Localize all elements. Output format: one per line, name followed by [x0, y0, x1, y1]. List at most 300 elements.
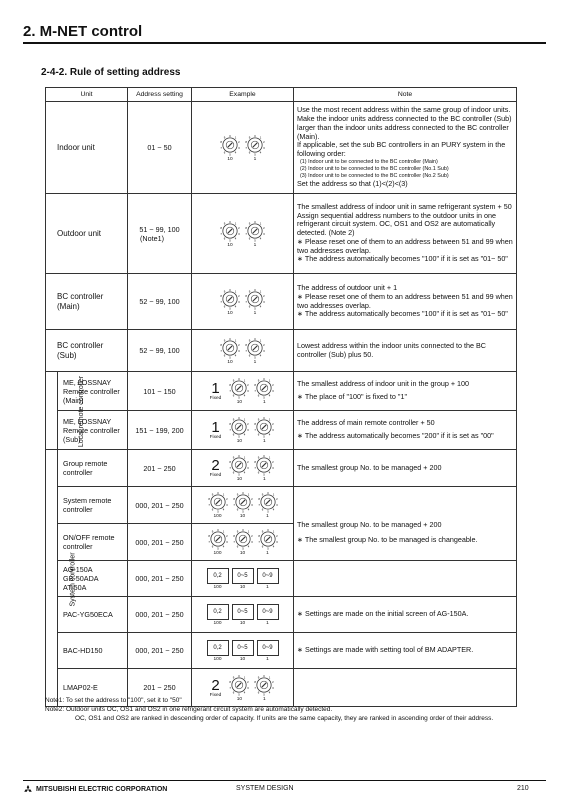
svg-text:6: 6 [261, 508, 263, 512]
svg-text:0: 0 [238, 377, 241, 381]
example-rc-sub [192, 411, 294, 450]
svg-text:1: 1 [259, 136, 262, 140]
example-bac [192, 633, 294, 669]
svg-text:8: 8 [245, 343, 247, 347]
svg-text:2: 2 [238, 294, 240, 298]
svg-text:7: 7 [257, 504, 260, 508]
svg-text:8: 8 [232, 498, 235, 502]
footnotes [45, 697, 525, 723]
svg-text:3: 3 [272, 467, 275, 471]
svg-text:3: 3 [250, 541, 253, 545]
svg-text:9: 9 [236, 493, 238, 497]
page-number: 210 [517, 785, 529, 792]
svg-text:4: 4 [272, 508, 274, 512]
svg-text:0: 0 [254, 337, 256, 341]
svg-text:8: 8 [254, 423, 257, 427]
example-outdoor [192, 194, 294, 274]
svg-text:6: 6 [258, 471, 260, 475]
svg-text:8: 8 [232, 535, 235, 539]
svg-text:2: 2 [263, 343, 265, 347]
note-rc-main: The smallest address of indoor unit in the group + 100 ∗ The place of "100" is fixed to "1" [294, 372, 517, 411]
digit-box-100: 0,2 100 [207, 640, 229, 662]
addr-outdoor: 51 ~ 99, 100 (Note1) [128, 194, 192, 274]
svg-text:5: 5 [238, 692, 241, 696]
svg-text:2: 2 [238, 343, 240, 347]
svg-text:3: 3 [238, 232, 240, 236]
svg-text:8: 8 [207, 535, 210, 539]
svg-text:2: 2 [247, 384, 250, 388]
addr-rc-sub: 151 ~ 199, 200 [128, 411, 192, 450]
svg-text:1: 1 [259, 222, 262, 226]
svg-text:8: 8 [220, 343, 222, 347]
svg-text:0: 0 [241, 528, 244, 532]
header-note: Note [294, 88, 517, 102]
rotary-switch-10: 0 1 2 3 4 5 6 7 8 9 10 [220, 288, 240, 316]
svg-text:1: 1 [222, 493, 224, 497]
rotary-switch-10: 0 1 2 3 4 5 6 7 8 9 10 [220, 134, 240, 162]
svg-text:7: 7 [220, 232, 222, 236]
svg-text:4: 4 [244, 471, 246, 475]
rotary-switch-10: 0 1 2 3 4 5 6 7 8 9 10 [220, 337, 240, 365]
svg-text:2: 2 [247, 423, 250, 427]
svg-text:5: 5 [254, 355, 256, 359]
svg-text:3: 3 [238, 300, 240, 304]
svg-text:2: 2 [238, 140, 240, 144]
svg-text:1: 1 [234, 136, 237, 140]
table-row [46, 633, 517, 669]
svg-text:2: 2 [247, 680, 250, 684]
example-bc-sub [192, 330, 294, 372]
svg-text:7: 7 [254, 429, 257, 433]
rotary-switch-10: 0 1 2 3 4 5 6 7 8 9 10 [229, 377, 250, 405]
digit-box-10: 0~5 10 [232, 604, 254, 626]
svg-text:1: 1 [244, 676, 246, 680]
svg-text:3: 3 [263, 349, 265, 353]
svg-text:9: 9 [211, 493, 213, 497]
note-outdoor: The smallest address of indoor unit in same refrigerant system + 50 Assign sequential address numbers to the outdoor units in one refrigerant circuit system. OC, OS1 and OS2 are automatically detected. (Note 2) ∗ Please reset one of them to an address between 51 and 99 when two addresses overlap. ∗ The address automatically becomes "100" if it is set as "01~ 50" [294, 194, 517, 274]
example-ag150 [192, 561, 294, 597]
header-unit: Unit [46, 88, 128, 102]
svg-text:3: 3 [247, 686, 250, 690]
addr-bc-main: 52 ~ 99, 100 [128, 274, 192, 330]
three-diamonds-icon [23, 785, 33, 794]
group-local-remote: Local remote controller [46, 372, 58, 450]
example-onoff [192, 524, 294, 561]
svg-text:1: 1 [247, 493, 249, 497]
group-system: System controller [46, 450, 58, 707]
svg-text:0: 0 [238, 454, 241, 458]
unit-bc-main: BC controller (Main) [46, 274, 128, 330]
svg-text:8: 8 [245, 226, 247, 230]
table-row [46, 274, 517, 330]
svg-text:0: 0 [238, 416, 241, 420]
svg-text:7: 7 [245, 232, 247, 236]
note-bc-main: The address of outdoor unit + 1 ∗ Please reset one of them to an address between 51 and 99 when two addresses overlap. ∗ The address automatically becomes "100" if it is set as "01~ 50" [294, 274, 517, 330]
svg-text:0: 0 [241, 491, 244, 495]
svg-text:9: 9 [233, 418, 235, 422]
svg-text:4: 4 [259, 237, 262, 241]
header-example: Example [192, 88, 294, 102]
rotary-switch-1: 0 1 2 3 4 5 6 7 8 9 1 [254, 416, 275, 444]
svg-text:4: 4 [222, 545, 224, 549]
note-2-detail: OC, OS1 and OS2 are ranked in descending order of capacity. If units are the same capacity, they are ranked in ascending order of their address. [75, 714, 494, 722]
fixed-digit: 1 Fixed [209, 419, 222, 440]
svg-text:0: 0 [229, 337, 231, 341]
note-system-onoff: The smallest group No. to be managed + 200 ∗ The smallest group No. to be managed is changeable. [294, 487, 517, 561]
svg-text:5: 5 [229, 238, 231, 242]
svg-text:1: 1 [244, 456, 246, 460]
svg-text:7: 7 [232, 541, 235, 545]
svg-text:8: 8 [229, 461, 232, 465]
note-group: The smallest group No. to be managed + 200 [294, 450, 517, 487]
digit-box-100: 0,2 100 [207, 568, 229, 590]
section-title: 2-4-2. Rule of setting address [41, 67, 181, 78]
addr-indoor: 01 ~ 50 [128, 102, 192, 194]
svg-text:4: 4 [269, 394, 271, 398]
rotary-switch-10: 0 1 2 3 4 5 6 7 8 9 10 [229, 416, 250, 444]
svg-text:4: 4 [272, 545, 274, 549]
svg-text:5: 5 [263, 473, 266, 476]
svg-text:4: 4 [244, 433, 246, 437]
table-row [46, 561, 517, 597]
rotary-switch-1: 0 1 2 3 4 5 6 7 8 9 1 [257, 528, 278, 556]
svg-text:3: 3 [250, 504, 253, 508]
svg-text:3: 3 [272, 390, 275, 394]
svg-text:6: 6 [233, 433, 235, 437]
svg-text:6: 6 [211, 508, 213, 512]
svg-text:6: 6 [248, 237, 251, 241]
note-bc-sub: Lowest address within the indoor units connected to the BC controller (Sub) plus 50. [294, 330, 517, 372]
digit-box-1: 0~9 1 [257, 640, 279, 662]
svg-text:8: 8 [257, 535, 260, 539]
svg-text:5: 5 [254, 152, 256, 156]
svg-text:5: 5 [238, 473, 241, 476]
svg-text:4: 4 [244, 691, 246, 695]
svg-text:1: 1 [234, 290, 237, 294]
svg-text:8: 8 [207, 498, 210, 502]
svg-text:7: 7 [207, 541, 210, 545]
svg-text:4: 4 [259, 151, 262, 155]
svg-text:1: 1 [269, 418, 271, 422]
table-row [46, 487, 517, 524]
svg-text:5: 5 [229, 152, 231, 156]
svg-text:8: 8 [245, 140, 247, 144]
svg-text:5: 5 [216, 510, 219, 513]
svg-text:1: 1 [234, 222, 237, 226]
unit-system: System remote controller [58, 487, 128, 524]
svg-text:2: 2 [250, 535, 253, 539]
unit-indoor: Indoor unit [46, 102, 128, 194]
svg-text:0: 0 [216, 491, 219, 495]
svg-text:5: 5 [241, 510, 244, 513]
svg-text:9: 9 [236, 530, 238, 534]
svg-text:7: 7 [220, 349, 222, 353]
footer-rule [23, 780, 546, 781]
svg-text:2: 2 [272, 423, 275, 427]
digit-box-1: 0~9 1 [257, 568, 279, 590]
svg-text:1: 1 [272, 493, 274, 497]
svg-text:4: 4 [247, 545, 249, 549]
svg-text:5: 5 [263, 435, 266, 438]
svg-text:9: 9 [261, 493, 263, 497]
svg-text:0: 0 [216, 528, 219, 532]
svg-text:8: 8 [254, 384, 257, 388]
svg-text:1: 1 [259, 339, 262, 343]
svg-text:6: 6 [248, 305, 251, 309]
svg-text:4: 4 [234, 237, 237, 241]
table-row [46, 450, 517, 487]
svg-text:0: 0 [254, 134, 256, 138]
note-ag150 [294, 561, 517, 597]
svg-text:5: 5 [266, 547, 269, 550]
svg-text:4: 4 [259, 305, 262, 309]
svg-text:6: 6 [258, 394, 260, 398]
svg-text:1: 1 [272, 530, 274, 534]
svg-text:6: 6 [248, 151, 251, 155]
svg-text:3: 3 [238, 146, 240, 150]
svg-text:6: 6 [248, 354, 251, 358]
example-bc-main [192, 274, 294, 330]
svg-text:7: 7 [229, 390, 232, 394]
svg-text:6: 6 [258, 433, 260, 437]
svg-text:9: 9 [223, 222, 226, 226]
addr-system: 000, 201 ~ 250 [128, 487, 192, 524]
svg-text:4: 4 [234, 151, 237, 155]
digit-box-10: 0~5 10 [232, 568, 254, 590]
svg-text:5: 5 [266, 510, 269, 513]
svg-text:8: 8 [220, 140, 222, 144]
svg-text:4: 4 [269, 471, 271, 475]
table-row [46, 194, 517, 274]
rotary-switch-1: 0 1 2 3 4 5 6 7 8 9 1 [254, 674, 275, 702]
svg-text:7: 7 [254, 467, 257, 471]
svg-text:0: 0 [229, 220, 231, 224]
digit-box-10: 0~5 10 [232, 640, 254, 662]
svg-text:7: 7 [245, 300, 247, 304]
svg-text:5: 5 [229, 306, 231, 310]
example-indoor [192, 102, 294, 194]
svg-text:2: 2 [272, 461, 275, 465]
svg-text:9: 9 [258, 418, 260, 422]
rotary-switch-1: 0 1 2 3 4 5 6 7 8 9 1 [254, 454, 275, 482]
table-header-row [46, 88, 517, 102]
brand-logo [23, 785, 167, 794]
svg-text:8: 8 [220, 226, 222, 230]
svg-text:8: 8 [257, 498, 260, 502]
unit-lmap: LMAP02-E [58, 669, 128, 707]
rotary-switch-100: 0 1 2 3 4 5 6 7 8 9 100 [207, 491, 228, 519]
svg-text:5: 5 [216, 547, 219, 550]
svg-text:9: 9 [233, 456, 235, 460]
svg-text:2: 2 [238, 226, 240, 230]
svg-text:2: 2 [263, 226, 265, 230]
svg-text:6: 6 [236, 508, 238, 512]
svg-text:0: 0 [229, 134, 231, 138]
rotary-switch-100: 0 1 2 3 4 5 6 7 8 9 100 [207, 528, 228, 556]
address-rules-table [45, 87, 517, 707]
svg-text:8: 8 [220, 294, 222, 298]
note-2: Note2: Outdoor units OC, OS1 and OS2 in one refrigerant circuit system are automatically detected. [45, 705, 333, 713]
svg-text:5: 5 [241, 547, 244, 550]
unit-outdoor: Outdoor unit [46, 194, 128, 274]
svg-text:8: 8 [245, 294, 247, 298]
rotary-switch-1: 0 1 2 3 4 5 6 7 8 9 1 [245, 220, 265, 248]
svg-text:5: 5 [238, 396, 241, 399]
svg-text:2: 2 [250, 498, 253, 502]
svg-text:1: 1 [244, 379, 246, 383]
svg-text:9: 9 [258, 379, 260, 383]
svg-text:6: 6 [261, 545, 263, 549]
svg-text:9: 9 [223, 290, 226, 294]
svg-text:7: 7 [254, 686, 257, 690]
svg-text:0: 0 [263, 454, 266, 458]
svg-text:9: 9 [248, 290, 251, 294]
svg-text:5: 5 [254, 238, 256, 242]
addr-ag150: 000, 201 ~ 250 [128, 561, 192, 597]
rotary-switch-1: 0 1 2 3 4 5 6 7 8 9 1 [245, 288, 265, 316]
svg-text:5: 5 [254, 306, 256, 310]
svg-text:0: 0 [266, 491, 269, 495]
svg-text:6: 6 [258, 691, 260, 695]
rotary-switch-1: 0 1 2 3 4 5 6 7 8 9 1 [245, 337, 265, 365]
unit-rc-main: ME, LOSSNAY Remote controller (Main) [58, 372, 128, 411]
svg-text:7: 7 [220, 300, 222, 304]
svg-text:1: 1 [269, 456, 271, 460]
unit-group: Group remote controller [58, 450, 128, 487]
header-address: Address setting [128, 88, 192, 102]
svg-text:2: 2 [263, 140, 265, 144]
svg-text:6: 6 [223, 354, 226, 358]
rotary-switch-10: 0 1 2 3 4 5 6 7 8 9 10 [232, 528, 253, 556]
svg-text:9: 9 [261, 530, 263, 534]
svg-text:3: 3 [225, 541, 228, 545]
svg-text:3: 3 [275, 504, 278, 508]
fixed-digit: 2 Fixed [209, 457, 222, 478]
svg-text:9: 9 [233, 676, 235, 680]
svg-text:4: 4 [269, 691, 271, 695]
svg-text:3: 3 [238, 349, 240, 353]
svg-text:6: 6 [211, 545, 213, 549]
svg-text:8: 8 [254, 461, 257, 465]
svg-text:1: 1 [244, 418, 246, 422]
svg-text:7: 7 [257, 541, 260, 545]
fixed-digit: 2 Fixed [209, 676, 222, 698]
svg-text:4: 4 [247, 508, 249, 512]
svg-text:1: 1 [259, 290, 262, 294]
svg-text:7: 7 [220, 146, 222, 150]
rotary-switch-1: 0 1 2 3 4 5 6 7 8 9 1 [257, 491, 278, 519]
svg-text:3: 3 [263, 300, 265, 304]
svg-text:2: 2 [225, 535, 228, 539]
table-row [46, 102, 517, 194]
table-row [46, 372, 517, 411]
svg-text:9: 9 [258, 456, 260, 460]
note-rc-sub: The address of main remote controller + 50 ∗ The address automatically becomes "200" if it is set as "00" [294, 411, 517, 450]
page-title: 2. M-NET control [23, 23, 143, 40]
table-row [46, 597, 517, 633]
svg-text:6: 6 [223, 151, 226, 155]
svg-text:3: 3 [225, 504, 228, 508]
svg-text:0: 0 [263, 674, 266, 678]
svg-text:4: 4 [259, 354, 262, 358]
svg-text:7: 7 [207, 504, 210, 508]
digit-box-1: 0~9 1 [257, 604, 279, 626]
note-1: Note1: To set the address to "100", set it to "50" [45, 697, 182, 704]
svg-text:2: 2 [263, 294, 265, 298]
svg-text:2: 2 [247, 461, 250, 465]
unit-bac: BAC-HD150 [58, 633, 128, 669]
rotary-switch-10: 0 1 2 3 4 5 6 7 8 9 10 [229, 454, 250, 482]
svg-text:0: 0 [254, 288, 256, 292]
svg-text:8: 8 [229, 423, 232, 427]
svg-text:9: 9 [258, 676, 260, 680]
svg-text:7: 7 [229, 467, 232, 471]
svg-text:6: 6 [223, 237, 226, 241]
note-pac: ∗ Settings are made on the initial screen of AG-150A. [294, 597, 517, 633]
svg-text:6: 6 [233, 394, 235, 398]
table-row [46, 330, 517, 372]
svg-text:6: 6 [236, 545, 238, 549]
svg-text:3: 3 [247, 390, 250, 394]
svg-text:9: 9 [248, 222, 251, 226]
rotary-switch-1: 0 1 2 3 4 5 6 7 8 9 1 [245, 134, 265, 162]
svg-text:3: 3 [263, 146, 265, 150]
svg-text:3: 3 [275, 541, 278, 545]
svg-text:9: 9 [223, 339, 226, 343]
svg-text:0: 0 [229, 288, 231, 292]
example-pac [192, 597, 294, 633]
svg-text:0: 0 [238, 674, 241, 678]
svg-text:2: 2 [272, 680, 275, 684]
unit-pac: PAC-YG50ECA [58, 597, 128, 633]
rotary-switch-1: 0 1 2 3 4 5 6 7 8 9 1 [254, 377, 275, 405]
note-indoor: Use the most recent address within the same group of indoor units. Make the indoor units address connected to the BC controller (Sub) larger than the indoor units address connected to the BC controller (Main). If applicable, set the sub BC controllers in an PURY system in the following order: (1) Indoor unit to be connected to the BC controller (Main) (2) Indoor unit to be connected to the BC controller (No.1 Sub) (3) Indoor unit to be connected to the BC controller (No.2 Sub) Set the address so that (1)<(2)<(3) [294, 102, 517, 194]
brand-name: MITSUBISHI ELECTRIC CORPORATION [36, 786, 168, 793]
fixed-digit: 1 Fixed [209, 380, 222, 401]
note-bac: ∗ Settings are made with setting tool of BM ADAPTER. [294, 633, 517, 669]
svg-text:7: 7 [245, 349, 247, 353]
digit-box-100: 0,2 100 [207, 604, 229, 626]
svg-text:4: 4 [244, 394, 246, 398]
svg-text:4: 4 [234, 305, 237, 309]
svg-text:9: 9 [211, 530, 213, 534]
svg-text:9: 9 [248, 339, 251, 343]
addr-onoff: 000, 201 ~ 250 [128, 524, 192, 561]
svg-text:6: 6 [233, 691, 235, 695]
example-system [192, 487, 294, 524]
svg-text:3: 3 [272, 429, 275, 433]
svg-text:2: 2 [272, 384, 275, 388]
svg-text:7: 7 [229, 429, 232, 433]
svg-text:3: 3 [247, 429, 250, 433]
svg-text:1: 1 [234, 339, 237, 343]
svg-text:6: 6 [233, 471, 235, 475]
svg-text:0: 0 [263, 416, 266, 420]
svg-text:5: 5 [263, 396, 266, 399]
svg-text:7: 7 [254, 390, 257, 394]
svg-text:8: 8 [254, 680, 257, 684]
svg-text:1: 1 [269, 379, 271, 383]
svg-text:3: 3 [247, 467, 250, 471]
addr-bc-sub: 52 ~ 99, 100 [128, 330, 192, 372]
svg-text:1: 1 [222, 530, 224, 534]
svg-text:5: 5 [263, 692, 266, 696]
addr-rc-main: 101 ~ 150 [128, 372, 192, 411]
svg-text:8: 8 [229, 680, 232, 684]
footer-section: SYSTEM DESIGN [236, 785, 294, 792]
svg-text:1: 1 [247, 530, 249, 534]
rotary-switch-10: 0 1 2 3 4 5 6 7 8 9 10 [229, 674, 250, 702]
